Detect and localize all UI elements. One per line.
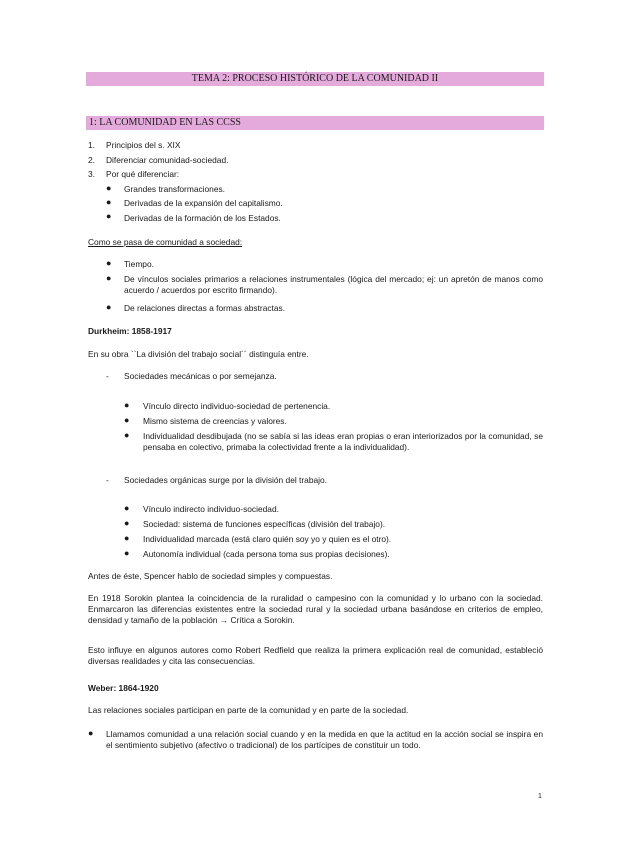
bullet-icon: ● [124,548,130,558]
list-item: Vínculo directo individuo-sociedad de pertenencia. [143,401,331,411]
bullet-icon: ● [106,183,112,193]
bullet-icon: ● [106,211,112,221]
list-item: Por qué diferenciar: [106,169,180,179]
list-item: De relaciones directas a formas abstractas. [124,303,286,313]
paragraph: Esto influye en algunos autores como Robert Redfield que realiza la primera explicación real de comunidad, estableció diversas realidades y cita las consecuencias. [88,645,543,666]
bullet-icon: ● [124,503,130,513]
section-title: 1: LA COMUNIDAD EN LAS CCSS [86,116,544,130]
list-number: 2. [88,155,95,165]
list-item: Sociedad: sistema de funciones específicas (división del trabajo). [143,519,386,529]
list-item: Derivadas de la expansión del capitalismo. [124,198,283,208]
list-number: 3. [88,169,95,179]
list-item: Llamamos comunidad a una relación social cuando y en la medida en que la actitud en la acción social se inspira en el sentimiento subjetivo (afectivo o tradicional) de los partícipes de constituir un todo. [106,729,543,750]
subheading: Como se pasa de comunidad a sociedad: [88,237,243,247]
bullet-icon: ● [124,533,130,543]
paragraph: Las relaciones sociales participan en parte de la comunidad y en parte de la sociedad. [88,705,409,715]
section-heading: Durkheim: 1858-1917 [88,326,172,336]
list-item: Autonomía individual (cada persona toma sus propias decisiones). [143,549,390,559]
list-item: Principios del s. XIX [106,140,181,150]
bullet-icon: ● [106,197,112,207]
list-item: Sociedades orgánicas surge por la división del trabajo. [124,475,327,485]
bullet-icon: ● [124,400,130,410]
bullet-icon: ● [124,430,130,440]
bullet-icon: ● [106,258,112,268]
list-item: Individualidad marcada (está claro quién soy yo y quien es el otro). [143,534,392,544]
list-item: Vínculo indirecto individuo-sociedad. [143,504,279,514]
bullet-icon: ● [106,302,112,312]
page-number: 1 [538,793,542,800]
list-item: Tiempo. [124,259,154,269]
paragraph: Antes de éste, Spencer hablo de sociedad simples y compuestas. [88,571,333,581]
bullet-icon: ● [124,518,130,528]
dash-icon: - [106,371,109,381]
page-title: TEMA 2: PROCESO HISTÓRICO DE LA COMUNIDAD II [86,72,544,86]
paragraph: En su obra ``La división del trabajo social´´ distinguía entre. [88,349,309,359]
list-item: Mismo sistema de creencias y valores. [143,416,287,426]
paragraph: En 1918 Sorokin plantea la coincidencia de la ruralidad o campesino con la comunidad y lo urbano con la sociedad. Enmarcaron las diferencias existentes entre la sociedad rural y la sociedad urbana basándose en criterios de empleo, densidad y tamaño de la población → Crítica a Sorokin. [88,593,543,625]
section-heading: Weber: 1864-1920 [88,683,159,693]
list-item: Derivadas de la formación de los Estados. [124,213,281,223]
list-number: 1. [88,140,95,150]
bullet-icon: ● [88,728,94,738]
dash-icon: - [106,475,109,485]
list-item: De vínculos sociales primarios a relaciones instrumentales (lógica del mercado; ej: un apretón de manos como acuerdo / acuerdos por escrito firmando). [124,274,543,295]
list-item: Sociedades mecánicas o por semejanza. [124,371,277,381]
bullet-icon: ● [124,415,130,425]
list-item: Diferenciar comunidad-sociedad. [106,155,229,165]
list-item: Individualidad desdibujada (no se sabía si las ideas eran propias o eran interiorizados por la comunidad, se pensaba en colectivo, primaba la colectividad frente a la individualidad). [143,431,543,452]
bullet-icon: ● [106,273,112,283]
list-item: Grandes transformaciones. [124,184,226,194]
